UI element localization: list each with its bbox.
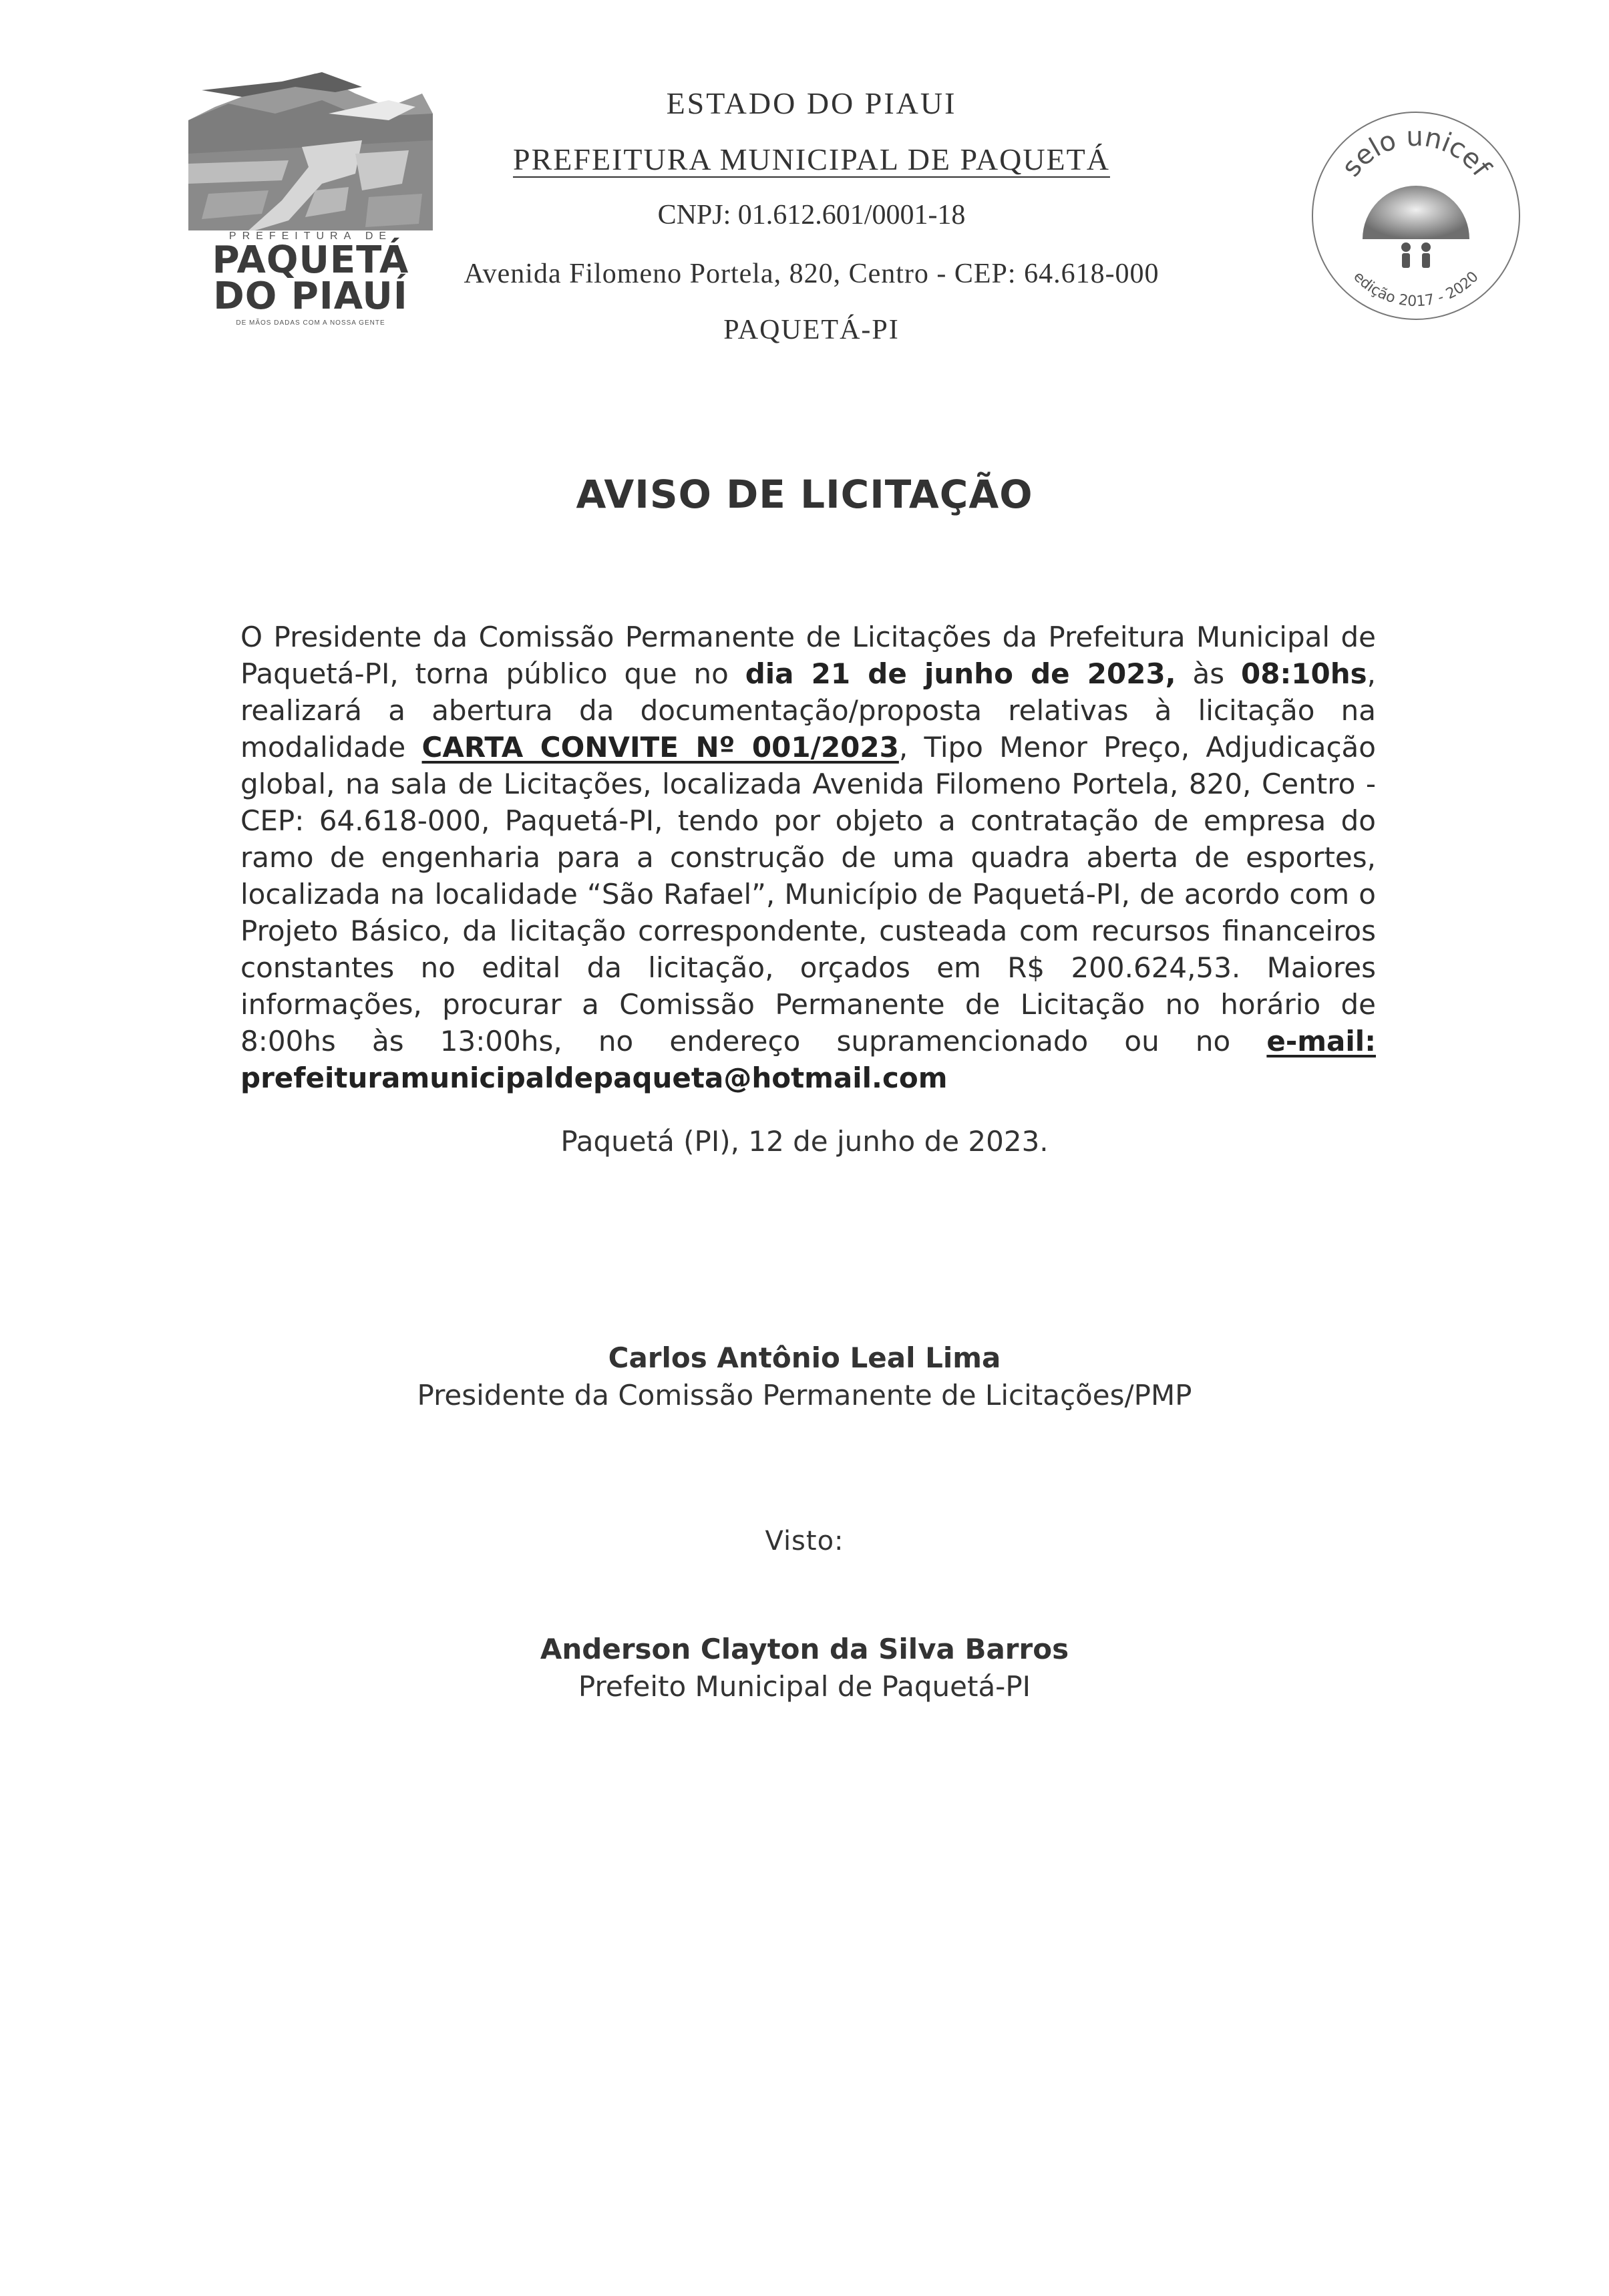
svg-text:edição 2017 - 2020 [1350,269,1482,310]
auction-date: dia 21 de junho de 2023, [745,657,1176,690]
unicef-seal-icon [1306,106,1526,326]
visto-label: Visto: [765,1526,844,1556]
signatory-1-name: Carlos Antônio Leal Lima [608,1341,1001,1374]
children-icon [1401,242,1431,268]
auction-modality: CARTA CONVITE Nº 001/2023 [421,731,899,764]
seal-bottom-text: edição 2017 - 2020 [1350,268,1482,311]
logo-slogan: DE MÃOS DADAS COM A NOSSA GENTE [236,319,385,327]
logo-subtitle: PREFEITURA DE [228,230,393,242]
seal-top-text: selo unicef [1336,121,1497,183]
paragraph-text-1: O Presidente da Comissão Permanente de Licitações da Prefeitura Municipal de Paquetá-PI, torna público que no [240,621,1376,690]
header-state: ESTADO DO PIAUI [666,86,957,120]
header-address: Avenida Filomeno Portela, 820, Centro - CEP: 64.618-000 [464,259,1159,289]
auction-time: 08:10hs [1241,657,1367,690]
email-label: e-mail: [1266,1025,1376,1057]
logo-landscape-icon [188,67,433,234]
unicef-seal [1306,106,1526,326]
municipality-logo [188,67,433,334]
signatory-2-role: Prefeito Municipal de Paquetá-PI [578,1670,1031,1703]
signatory-1-role: Presidente da Comissão Permanente de Licitações/PMP [417,1379,1192,1412]
header-prefecture-text: PREFEITURA MUNICIPAL DE PAQUETÁ [513,142,1110,176]
page-title: AVISO DE LICITAÇÃO [576,472,1033,517]
logo-title-line2: DO PIAUÍ [213,275,408,318]
date-line: Paquetá (PI), 12 de junho de 2023. [560,1125,1049,1158]
email-address[interactable]: prefeituramunicipaldepaqueta@hotmail.com [240,1061,948,1094]
signatory-2-name: Anderson Clayton da Silva Barros [540,1633,1069,1665]
header-prefecture [461,142,1162,177]
header-city: PAQUETÁ-PI [723,315,900,345]
paragraph-text-3: , realizará a abertura da documentação/proposta relativas à licitação na modalidade [240,657,1376,764]
header-cnpj: CNPJ: 01.612.601/0001-18 [657,200,966,230]
logo-title-line1: PAQUETÁ [212,238,409,282]
paragraph-text-2: às [1176,657,1242,690]
svg-text:selo unicef [1336,122,1497,183]
notice-paragraph [240,619,1376,1096]
paragraph-text-4: , Tipo Menor Preço, Adjudicação global, na sala de Licitações, localizada Avenida Filomeno Portela, 820, Centro - CEP: 64.618-000, Paquetá-PI, tendo por objeto a contratação de empresa do ramo de engenharia para a construção de uma quadra aberta de esportes, localizada na localidade “São Rafael”, Município de Paquetá-PI, de acordo com o Projeto Básico, da licitação correspondente, custeada com recursos financeiros constantes no edital da licitação, orçados em R$ 200.624,53. Maiores informações, procurar a Comissão Permanente de Licitação no horário de 8:00hs às 13:00hs, no endereço supramencionado ou no [240,731,1376,1057]
